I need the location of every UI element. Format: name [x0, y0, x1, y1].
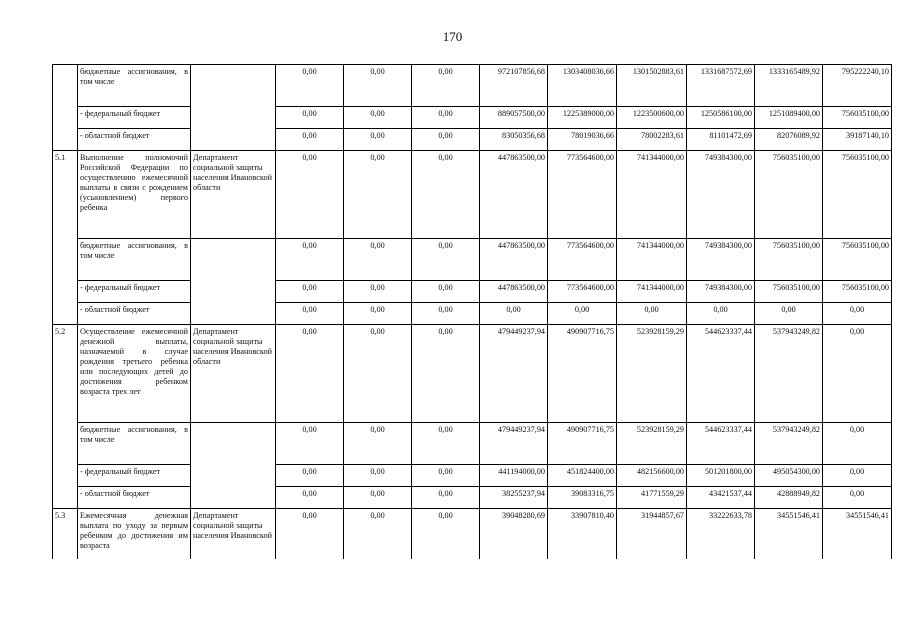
table-cell: 0,00: [823, 423, 892, 465]
table-cell: 490907716,75: [548, 325, 617, 423]
table-cell: 0,00: [276, 487, 344, 509]
table-cell: 0,00: [276, 281, 344, 303]
row-description: - федеральный бюджет: [78, 281, 191, 303]
table-cell: 1223500600,00: [617, 107, 687, 129]
table-cell: 441194000,00: [480, 465, 548, 487]
table-cell: 1303408036,66: [548, 65, 617, 107]
table-cell: 773564600,00: [548, 281, 617, 303]
table-cell: 0,00: [276, 303, 344, 325]
row-department: [191, 423, 276, 509]
table-cell: 0,00: [344, 239, 412, 281]
table-row: [53, 129, 892, 151]
table-cell: 78002283,61: [617, 129, 687, 151]
table-cell: 0,00: [412, 129, 480, 151]
row-description: - федеральный бюджет: [78, 107, 191, 129]
table-cell: 33907810,40: [548, 509, 617, 559]
row-description: - областной бюджет: [78, 487, 191, 509]
table-cell: 0,00: [276, 151, 344, 239]
page-number: 170: [442, 29, 463, 44]
table-cell: 495054300,00: [755, 465, 823, 487]
table-cell: 0,00: [687, 303, 755, 325]
table-cell: 81101472,69: [687, 129, 755, 151]
table-cell: 42888949,82: [755, 487, 823, 509]
table-cell: 795222240,10: [823, 65, 892, 107]
table-cell: 756035100,00: [823, 107, 892, 129]
table-cell: 0,00: [412, 303, 480, 325]
table-cell: 1301502883,61: [617, 65, 687, 107]
table-cell: 447863500,00: [480, 239, 548, 281]
row-index: 5.1: [53, 151, 78, 325]
table-cell: 0,00: [276, 325, 344, 423]
table-row: [53, 107, 892, 129]
row-description: - областной бюджет: [78, 129, 191, 151]
table-cell: 741344000,00: [617, 281, 687, 303]
table-cell: 479449237,94: [480, 325, 548, 423]
table-cell: 756035100,00: [823, 239, 892, 281]
table-cell: 0,00: [276, 423, 344, 465]
row-department: [191, 65, 276, 151]
table-cell: 0,00: [480, 303, 548, 325]
table-cell: 0,00: [344, 423, 412, 465]
table-cell: 0,00: [412, 325, 480, 423]
table-cell: 773564600,00: [548, 239, 617, 281]
table-cell: 544623337,44: [687, 423, 755, 465]
table-cell: 490907716,75: [548, 423, 617, 465]
table-cell: 0,00: [823, 325, 892, 423]
table-cell: 451824400,00: [548, 465, 617, 487]
row-department: [191, 239, 276, 325]
table-cell: 0,00: [412, 239, 480, 281]
table-cell: 0,00: [344, 65, 412, 107]
table-cell: 756035100,00: [823, 281, 892, 303]
table-cell: 1251089400,00: [755, 107, 823, 129]
table-cell: 1250586100,00: [687, 107, 755, 129]
table-cell: 756035100,00: [755, 151, 823, 239]
table-cell: 756035100,00: [823, 151, 892, 239]
table-cell: 447863500,00: [480, 151, 548, 239]
row-department: Департамент социальной защиты населения Ивановской области: [191, 151, 276, 239]
budget-table: [52, 64, 892, 559]
row-description: Осуществление ежемесячной денежной выплаты, назначаемой в случае рождения третьего ребенка или последующих детей до достижения ребенком возраста трех лет: [78, 325, 191, 423]
table-cell: 82076089,92: [755, 129, 823, 151]
table-cell: 1333165489,92: [755, 65, 823, 107]
table-cell: 749384300,00: [687, 281, 755, 303]
table-cell: 0,00: [344, 107, 412, 129]
table-cell: 0,00: [412, 487, 480, 509]
table-cell: 0,00: [412, 107, 480, 129]
table-cell: 0,00: [412, 423, 480, 465]
table-cell: 0,00: [276, 465, 344, 487]
row-description: - областной бюджет: [78, 303, 191, 325]
table-cell: 749384300,00: [687, 151, 755, 239]
table-cell: 972107856,68: [480, 65, 548, 107]
table-cell: 544623337,44: [687, 325, 755, 423]
table-cell: 0,00: [755, 303, 823, 325]
table-cell: 0,00: [276, 107, 344, 129]
table-cell: 0,00: [617, 303, 687, 325]
table-row: [53, 487, 892, 509]
row-description: бюджетные ассигнования, в том числе: [78, 239, 191, 281]
table-row: [53, 151, 892, 239]
table-cell: 0,00: [344, 465, 412, 487]
table-cell: 0,00: [823, 303, 892, 325]
table-cell: 0,00: [823, 465, 892, 487]
table-cell: 0,00: [344, 487, 412, 509]
row-index: [53, 65, 78, 151]
table-row: [53, 303, 892, 325]
row-description: Ежемесячная денежная выплата по уходу за первым ребенком до достижения им возраста: [78, 509, 191, 559]
table-row: [53, 465, 892, 487]
table-cell: 773564600,00: [548, 151, 617, 239]
table-cell: 447863500,00: [480, 281, 548, 303]
table-cell: 0,00: [344, 509, 412, 559]
table-row: [53, 281, 892, 303]
row-description: бюджетные ассигнования, в том числе: [78, 65, 191, 107]
row-department: Департамент социальной защиты населения Ивановской: [191, 509, 276, 559]
table-cell: 0,00: [412, 509, 480, 559]
table-cell: 523928159,29: [617, 325, 687, 423]
table-cell: 0,00: [344, 129, 412, 151]
table-cell: 523928159,29: [617, 423, 687, 465]
row-department: Департамент социальной защиты населения Ивановской области: [191, 325, 276, 423]
table-cell: 0,00: [344, 151, 412, 239]
table-cell: 39083316,75: [548, 487, 617, 509]
table-cell: 41771559,29: [617, 487, 687, 509]
table-cell: 1225389000,00: [548, 107, 617, 129]
table-cell: 537943249,82: [755, 423, 823, 465]
table-cell: 749384300,00: [687, 239, 755, 281]
table-cell: 0,00: [823, 487, 892, 509]
table-cell: 482156600,00: [617, 465, 687, 487]
table-cell: 34551546,41: [755, 509, 823, 559]
table-cell: 0,00: [412, 465, 480, 487]
table-cell: 889057500,00: [480, 107, 548, 129]
row-description: - федеральный бюджет: [78, 465, 191, 487]
table-cell: 43421537,44: [687, 487, 755, 509]
table-cell: 83050356,68: [480, 129, 548, 151]
table-cell: 0,00: [276, 65, 344, 107]
table-cell: 537943249,82: [755, 325, 823, 423]
table-row: [53, 423, 892, 465]
table-cell: 0,00: [276, 509, 344, 559]
table-cell: 501201800,00: [687, 465, 755, 487]
table-row: [53, 509, 892, 559]
table-cell: 741344000,00: [617, 151, 687, 239]
table-cell: 39048280,69: [480, 509, 548, 559]
table-cell: 39187140,10: [823, 129, 892, 151]
table-cell: 31944857,67: [617, 509, 687, 559]
table-cell: 0,00: [344, 303, 412, 325]
table-cell: 756035100,00: [755, 239, 823, 281]
table-cell: 0,00: [344, 281, 412, 303]
table-cell: 34551546,41: [823, 509, 892, 559]
table-row: [53, 65, 892, 107]
row-index: 5.2: [53, 325, 78, 509]
table-cell: 0,00: [276, 129, 344, 151]
table-cell: 0,00: [344, 325, 412, 423]
table-cell: 0,00: [412, 65, 480, 107]
row-description: бюджетные ассигнования, в том числе: [78, 423, 191, 465]
table-cell: 33222633,78: [687, 509, 755, 559]
table-row: [53, 239, 892, 281]
row-description: Выполнение полномочий Российской Федерации по осуществлению ежемесячной выплаты в связи с рождением (усыновлением) первого ребенка: [78, 151, 191, 239]
table-cell: 741344000,00: [617, 239, 687, 281]
row-index: 5.3: [53, 509, 78, 559]
table-cell: 756035100,00: [755, 281, 823, 303]
table-row: [53, 325, 892, 423]
table-cell: 78019036,66: [548, 129, 617, 151]
table-cell: 0,00: [548, 303, 617, 325]
table-cell: 0,00: [412, 151, 480, 239]
table-cell: 0,00: [412, 281, 480, 303]
table-cell: 38255237,94: [480, 487, 548, 509]
table-cell: 0,00: [276, 239, 344, 281]
table-cell: 479449237,94: [480, 423, 548, 465]
table-cell: 1331687572,69: [687, 65, 755, 107]
